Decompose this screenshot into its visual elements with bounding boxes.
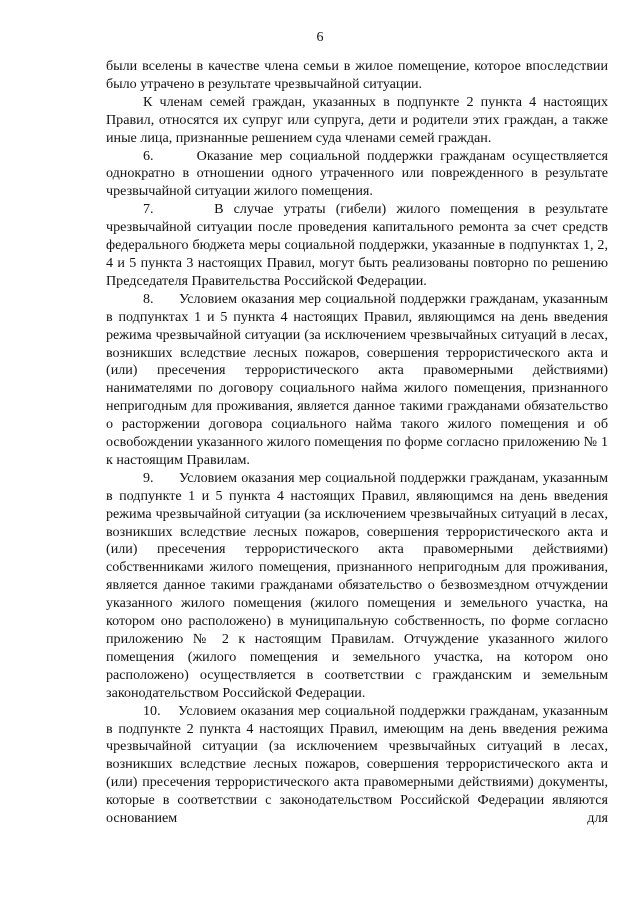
paragraph-family-members: К членам семей граждан, указанных в подпункте 2 пункта 4 настоящих Правил, относятся их супруг или супруга, дети и родители этих граждан, а также иные лица, признанные решением суда членами семей граждан. [106,93,608,146]
paragraph-item-10: 10. Условием оказания мер социальной поддержки гражданам, указанным в подпункте 2 пункта 4 настоящих Правил, имеющим на день введения режима чрезвычайной ситуации (за исключением чрезвычайных ситуаций в лесах, возникших вследствие лесных пожаров, совершения террористического акта и (или) пресечения террористического акта правомерными действиями) документы, которые в соответствии с законодательством Российской Федерации являются основанием для [106,702,608,827]
paragraph-item-7: 7. В случае утраты (гибели) жилого помещения в результате чрезвычайной ситуации после проведения капитального ремонта за счет средств федерального бюджета меры социальной поддержки, указанные в подпунктах 1, 2, 4 и 5 пункта 3 настоящих Правил, могут быть реализованы повторно по решению Председателя Правительства Российской Федерации. [106,201,608,289]
paragraph-continuation: были вселены в качестве члена семьи в жилое помещение, которое впоследствии было утрачено в результате чрезвычайной ситуации. [106,58,608,92]
paragraph-item-6: 6. Оказание мер социальной поддержки гражданам осуществляется однократно в отношении одного утраченного или поврежденного в результате чрезвычайной ситуации жилого помещения. [106,147,608,200]
document-body [106,58,608,828]
paragraph-item-9: 9. Условием оказания мер социальной поддержки гражданам, указанным в подпункте 1 и 5 пункта 4 настоящих Правил, являющимся на день введения режима чрезвычайной ситуации (за исключением чрезвычайных ситуаций в лесах, возникших вследствие лесных пожаров, совершения террористического акта и (или) пресечения террористического акта правомерными действиями) собственниками жилого помещения, признанного непригодным для проживания, является данное такими гражданами обязательство о безвозмездном отчуждении указанного жилого помещения (жилого помещения и земельного участка, на котором оно расположено) в муниципальную собственность, по форме согласно приложению № 2 к настоящим Правилам. Отчуждение указанного жилого помещения (жилого помещения и земельного участка, на котором оно расположено) осуществляется в соответствии с гражданским и земельным законодательством Российской Федерации. [106,469,608,701]
paragraph-item-8: 8. Условием оказания мер социальной поддержки гражданам, указанным в подпунктах 1 и 5 пункта 4 настоящих Правил, являющимся на день введения режима чрезвычайной ситуации (за исключением чрезвычайных ситуаций в лесах, возникших вследствие лесных пожаров, совершения террористического акта и (или) пресечения террористического акта правомерными действиями) нанимателями по договору социального найма жилого помещения, признанного непригодным для проживания, является данное такими гражданами обязательство о расторжении договора социального найма такого жилого помещения и об освобождении указанного жилого помещения по форме согласно приложению № 1 к настоящим Правилам. [106,290,608,468]
page-number: 6 [316,30,324,45]
